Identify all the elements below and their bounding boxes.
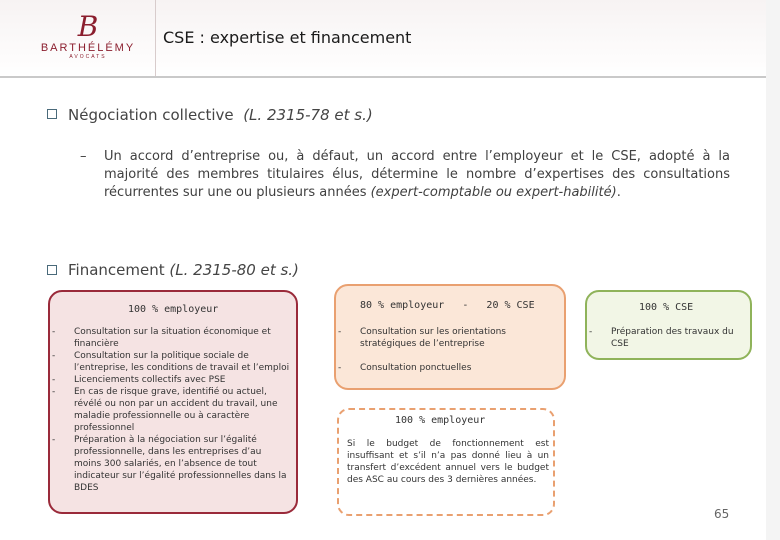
page-title: CSE : expertise et financement xyxy=(163,28,412,47)
dash-bullet: – xyxy=(80,149,87,164)
paragraph-end: . xyxy=(616,185,621,200)
negotiation-paragraph xyxy=(80,148,730,202)
cse-funded-card xyxy=(585,290,752,360)
paragraph-text xyxy=(104,148,730,202)
card-title: 100 % employeur xyxy=(395,415,486,426)
firm-logo xyxy=(38,12,138,67)
logo-name: BARTHÉLÉMY xyxy=(40,42,136,54)
legal-reference: (L. 2315-78 et s.) xyxy=(243,106,373,124)
header-divider xyxy=(0,76,780,78)
page-number: 65 xyxy=(714,507,730,521)
card-title: 100 % employeur xyxy=(128,304,219,315)
list-item: - Licenciements collectifs avec PSE xyxy=(50,374,290,386)
shared-funding-card xyxy=(334,284,566,390)
list-item: - Consultation sur la politique sociale de l’entreprise, les conditions de travail et l’emploi xyxy=(50,350,290,374)
logo-divider xyxy=(155,0,156,76)
section-title: Financement xyxy=(68,261,165,279)
list-item: - Consultation sur la situation économique et financière xyxy=(50,326,290,350)
card-list xyxy=(336,326,556,374)
list-item: - Préparation des travaux du CSE xyxy=(587,326,747,350)
card-title: 100 % CSE xyxy=(639,302,694,313)
section-title: Négociation collective xyxy=(68,106,234,124)
logo-monogram: B xyxy=(77,10,99,43)
exception-card xyxy=(337,408,555,516)
logo-subtitle: AVOCATS xyxy=(69,54,107,60)
card-text: Si le budget de fonctionnement est insuffisant et s’il n’a pas donné lieu à un transfert d’excédent annuel vers le budget des ASC au cours des 3 dernières années. xyxy=(347,439,549,485)
card-list xyxy=(587,326,747,350)
checkbox-bullet-icon xyxy=(47,265,57,275)
paragraph-italic: (expert-comptable ou expert-habilité) xyxy=(370,185,617,200)
section-heading-negotiation xyxy=(68,106,373,124)
card-list xyxy=(50,326,290,494)
list-item: - En cas de risque grave, identifié ou actuel, révélé ou non par un accident du travail, une maladie professionnelle ou à caractère professionnel xyxy=(50,386,290,434)
list-item: - Consultation ponctuelles xyxy=(336,362,556,374)
right-edge-shade xyxy=(766,0,780,540)
list-item: - Consultation sur les orientations stratégiques de l’entreprise xyxy=(336,326,556,350)
card-title: 80 % employeur - 20 % CSE xyxy=(360,300,535,311)
checkbox-bullet-icon xyxy=(47,109,57,119)
list-item: - Préparation à la négociation sur l’égalité professionnelle, dans les entreprises d’au moins 300 salariés, en l’absence de tout indicateur sur l’égalité professionnelles dans la BDES xyxy=(50,434,290,494)
employer-funded-card xyxy=(48,290,298,514)
paragraph-main: Un accord d’entreprise ou, à défaut, un accord entre l’employeur et le CSE, adopté à la majorité des membres titulaires élus, détermine le nombre d’expertises des consultations récurrentes sur une ou plusieurs années xyxy=(104,149,730,200)
section-heading-financing xyxy=(68,261,299,279)
legal-reference: (L. 2315-80 et s.) xyxy=(169,261,299,279)
